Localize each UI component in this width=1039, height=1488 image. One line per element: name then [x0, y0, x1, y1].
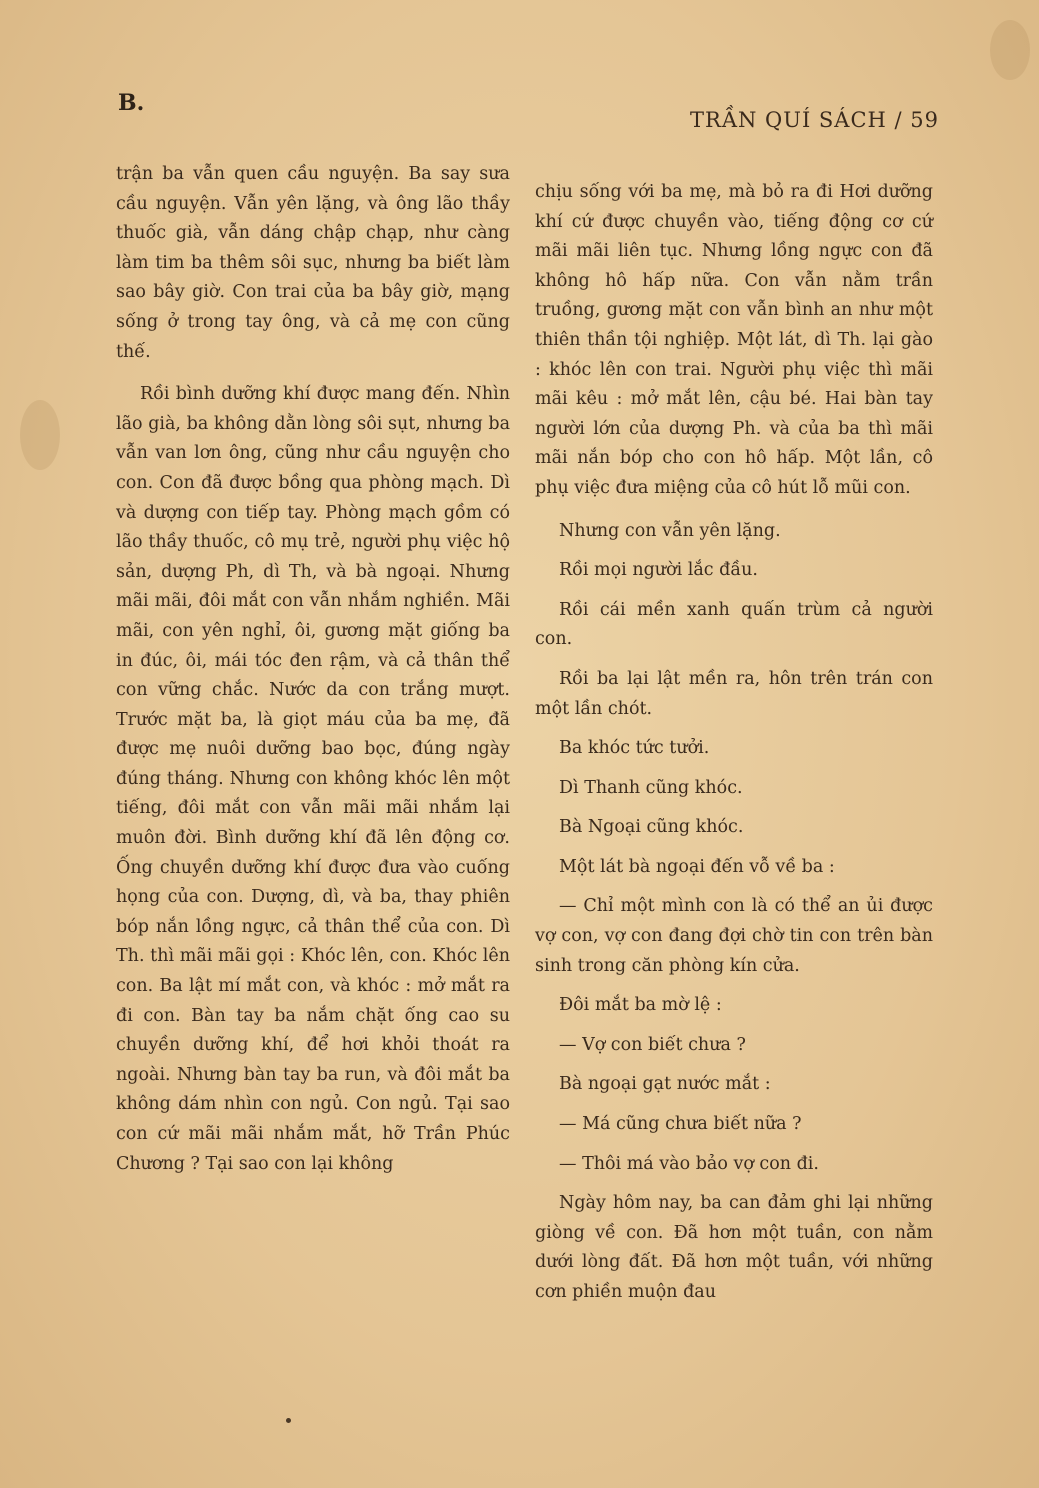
paragraph: Bà Ngoại cũng khóc.: [559, 817, 744, 838]
paragraph: Ngày hôm nay, ba can đảm ghi lại những giòng về con. Đã hơn một tuần, con nằm dưới lòng đất. Đã hơn một tuần, với những cơn phiền muộn đau: [535, 1193, 933, 1302]
paragraph: Rồi ba lại lật mền ra, hôn trên trán con một lần chót.: [535, 668, 933, 719]
paragraph: — Chỉ một mình con là có thể an ủi được vợ con, vợ con đang đợi chờ tin con trên bàn sinh trong căn phòng kín cửa.: [535, 896, 933, 976]
paragraph: Rồi bình dưỡng khí được mang đến. Nhìn lão già, ba không dằn lòng sôi sụt, nhưng ba vẫn van lơn ông, cũng như cầu nguyện cho con. Con đã được bồng qua phòng mạch. Dì và dượng con tiếp tay. Phòng mạch gồm có lão thầy thuốc, cô mụ trẻ, người phụ việc hộ sản, dượng Ph, dì Th, và bà ngoại. Nhưng mãi mãi, đôi mắt con vẫn nhắm nghiền. Mãi mãi, con yên nghỉ, ôi, gương mặt giống ba in đúc, ôi, mái tóc đen rậm, và cả thân thể con vững chắc. Nước da con trắng mượt. Trước mặt ba, là giọt máu của ba mẹ, đã được mẹ nuôi dưỡng bao bọc, đúng ngày đúng tháng. Nhưng con không khóc lên một tiếng, đôi mắt con vẫn mãi mãi nhắm lại muôn đời. Bình dưỡng khí đã lên động cơ. Ống chuyền dưỡng khí được đưa vào cuống họng của con. Dượng, dì, và ba, thay phiên bóp nắn lồng ngực, cả thân thể của con. Dì Th. thì mãi mãi gọi : Khóc lên, con. Khóc lên con. Ba lật mí mắt con, và khóc : mở mắt ra đi con. Bàn tay ba nắm chặt ống cao su chuyền dưỡng khí, để hơi khỏi thoát ra ngoài. Nhưng bàn tay ba run, và đôi mắt ba không dám nhìn con ngủ. Con ngủ. Tại sao con cứ mãi mãi nhắm mắt, hỡ Trần Phúc Chương ? Tại sao con lại không: [116, 384, 510, 1174]
paragraph: — Vợ con biết chưa ?: [559, 1034, 746, 1055]
right-column: [535, 178, 933, 1321]
paragraph: Đôi mắt ba mờ lệ :: [559, 995, 722, 1016]
paragraph: — Má cũng chưa biết nữa ?: [559, 1114, 802, 1135]
left-column: [116, 160, 510, 1192]
paper-stain: [990, 20, 1030, 80]
paragraph: Nhưng con vẫn yên lặng.: [559, 520, 781, 541]
running-header: TRẦN QUÍ SÁCH / 59: [690, 108, 939, 132]
ink-dot: [286, 1418, 291, 1423]
paper-stain: [20, 400, 60, 470]
paragraph: Rồi cái mền xanh quấn trùm cả người con.: [535, 599, 933, 650]
paragraph: Một lát bà ngoại đến vỗ về ba :: [559, 856, 835, 877]
corner-mark: B.: [118, 90, 145, 116]
paragraph: chịu sống với ba mẹ, mà bỏ ra đi Hơi dưỡng khí cứ được chuyền vào, tiếng động cơ cứ mãi mãi liên tục. Nhưng lồng ngực con đã không hô hấp nữa. Con vẫn nằm trần truồng, gương mặt con vẫn bình an như một thiên thần tội nghiệp. Một lát, dì Th. lại gào : khóc lên con trai. Người phụ việc thì mãi mãi kêu : mở mắt lên, cậu bé. Hai bàn tay người lớn của dượng Ph. và của ba thì mãi mãi nắn bóp cho con hô hấp. Một lần, cô phụ việc đưa miệng của cô hút lỗ mũi con.: [535, 182, 933, 498]
paragraph: Rồi mọi người lắc đầu.: [559, 560, 758, 581]
paragraph: Bà ngoại gạt nước mắt :: [559, 1074, 771, 1095]
paragraph: Ba khóc tức tưởi.: [559, 738, 710, 759]
paragraph: — Thôi má vào bảo vợ con đi.: [559, 1153, 819, 1174]
paragraph: Dì Thanh cũng khóc.: [559, 777, 743, 798]
paragraph: trận ba vẫn quen cầu nguyện. Ba say sưa cầu nguyện. Vẫn yên lặng, và ông lão thầy thuốc già, vẫn dáng chập chạp, như càng làm tim ba thêm sôi sục, nhưng ba biết làm sao bây giờ. Con trai của ba bây giờ, mạng sống ở trong tay ông, và cả mẹ con cũng thế.: [116, 164, 510, 362]
